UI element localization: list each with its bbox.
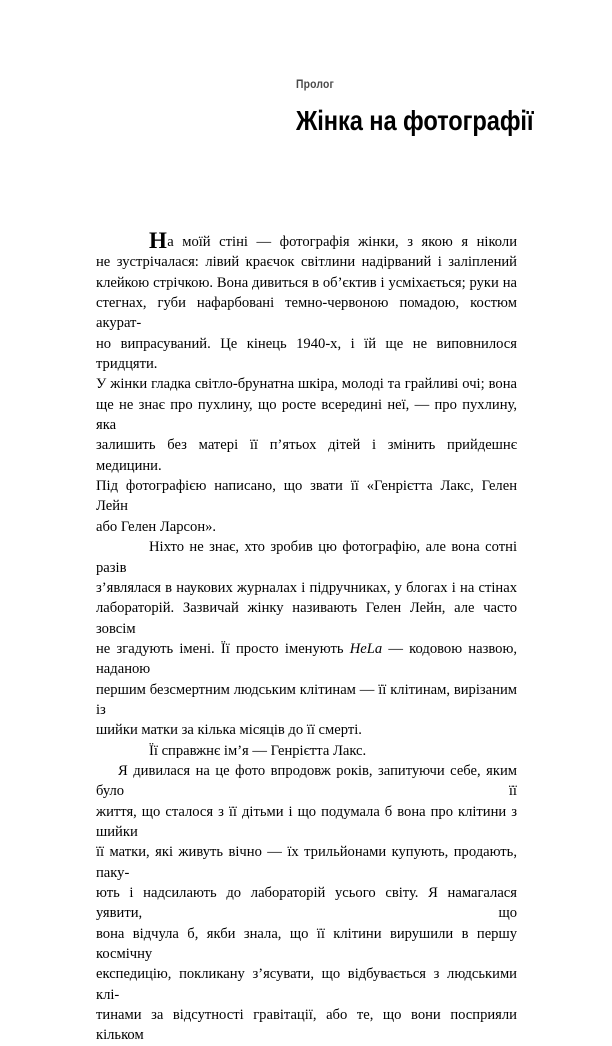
page-title: Жінка на фотографії: [296, 105, 534, 136]
paragraph: [96, 761, 521, 1046]
text-line: з’являлася в наукових журналах і підручниках, у блогах і на стінах: [96, 579, 517, 596]
line-text: Я дивилася на це фото впродовж років, запитуючи себе, яким було її: [96, 762, 521, 800]
line-text: а моїй стіні — фотографія жінки, з якою я ніколи: [167, 234, 517, 250]
line-text: не згадують імені. Її просто іменують HeLa — кодовою назвою, наданою: [96, 640, 521, 678]
text-line: її матки, які живуть вічно — їх трильйонами купують, продають, паку-: [96, 844, 521, 881]
body-text-column: [96, 227, 521, 1046]
line-text: Ніхто не знає, хто зробив цю фотографію, але вона сотні разів: [96, 539, 521, 576]
text-line: не зустрічалася: лівий краєчок світлини надірваний і заліплений: [96, 254, 517, 271]
text-line: першим безсмертним людським клітинам — її клітинам, вирізаним із: [96, 681, 521, 718]
text-line: експедицію, покликану з’ясувати, що відбувається з людськими клі-: [96, 966, 521, 1003]
chapter-eyebrow: Пролог: [296, 79, 334, 91]
text-line: но випрасуваний. Це кінець 1940-х, і їй ще не виповнилося тридцяти.: [96, 335, 521, 373]
text-line: [96, 741, 517, 761]
chapter-header: [296, 78, 534, 137]
text-line: [96, 227, 517, 253]
text-line: або Гелен Ларсон».: [96, 518, 217, 535]
text-line: стегнах, губи нафарбовані темно-червоною помадою, костюм акурат-: [96, 295, 521, 332]
paragraph: [96, 537, 521, 740]
text-line: шийки матки за кілька місяців до її смерті.: [96, 722, 362, 739]
text-line: [96, 537, 521, 578]
initial-capital: Н: [149, 227, 168, 253]
text-line: життя, що сталося з її дітьми і що подумала б вона про клітини з шийки: [96, 803, 521, 840]
text-line: тинами за відсутності гравітації, або те, що вони посприяли кільком: [96, 1007, 521, 1044]
text-line: [96, 761, 521, 802]
paragraph: [96, 741, 517, 761]
paragraph: [96, 227, 521, 537]
text-line: Під фотографією написано, що звати її «Генрієтта Лакс, Гелен Лейн: [96, 478, 521, 515]
italic-term: HeLa: [349, 640, 383, 657]
text-line: залишить без матері її п’ятьох дітей і змінить прийдешнє медицини.: [96, 437, 521, 474]
text-line: вона відчула б, якби знала, що її клітини вирушили в першу космічну: [96, 925, 521, 963]
text-line-with-italic: [96, 639, 521, 680]
text-line: ще не знає про пухлину, що росте всередині неї, — про пухлину, яка: [96, 396, 521, 434]
line-text: Її справжнє ім’я — Генрієтта Лакс.: [149, 742, 367, 759]
text-line: ють і надсилають до лабораторій усього світу. Я намагалася уявити, що: [96, 885, 521, 922]
text-line: У жінки гладка світло-брунатна шкіра, молоді та грайливі очі; вона: [96, 376, 517, 393]
text-line: клейкою стрічкою. Вона дивиться в об’єктив і усміхається; руки на: [96, 274, 517, 291]
text-line: лабораторій. Зазвичай жінку називають Гелен Лейн, але часто зовсім: [96, 600, 521, 637]
